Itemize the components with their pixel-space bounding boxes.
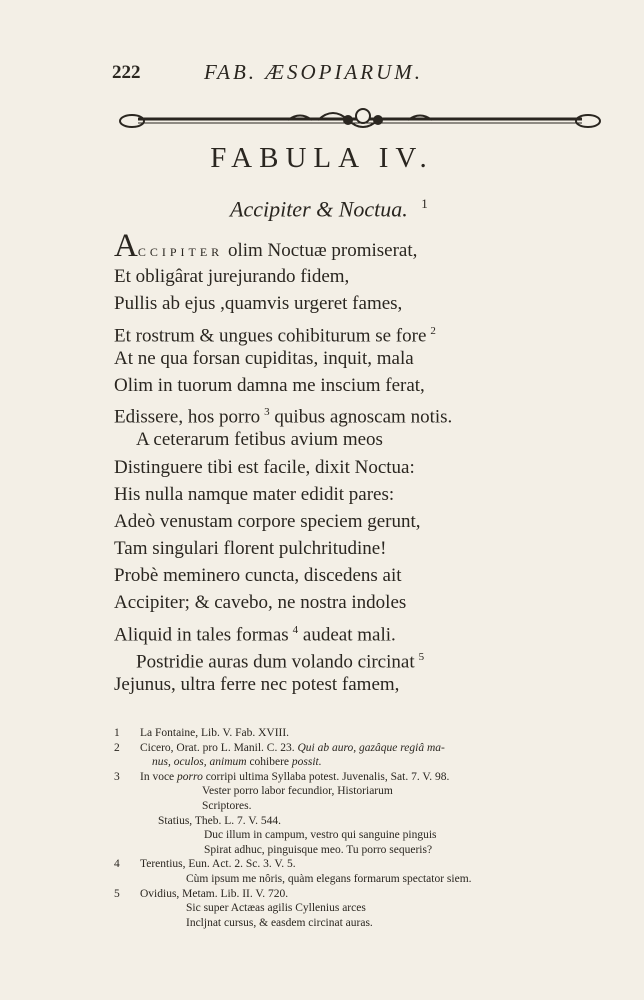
fable-title: FABULA IV. <box>210 142 434 174</box>
drop-cap: A <box>114 228 138 264</box>
footnote-row <box>114 857 614 872</box>
footnote-text: La Fontaine, Lib. V. Fab. XVIII. <box>140 727 290 739</box>
verse-line: Pullis ab ejus ,quamvis urgeret fames, <box>114 293 403 315</box>
footnote-text: Vester porro labor fecundior, Historiarum <box>202 785 393 798</box>
footnote-citation: corripi ultima Syllaba potest. Juvenalis, Sat. 7. V. 98. <box>202 770 450 783</box>
footnote-ref: 3 <box>264 406 270 419</box>
verse-text: quibus agnoscam notis. <box>269 406 453 428</box>
footnote-row <box>114 770 614 785</box>
verse-line: Adeò venustam corpore speciem gerunt, <box>114 510 421 532</box>
verse-line: Tam singulari florent pulchritudine! <box>114 538 387 560</box>
footnote-row <box>114 872 614 887</box>
footnote-ref: 2 <box>430 324 436 337</box>
footnote-row <box>114 901 614 916</box>
footnote-row <box>114 843 614 858</box>
subtitle-text: Accipiter & Noctua. <box>230 196 408 222</box>
footnote-row <box>114 741 614 756</box>
verse-line: Distinguere tibi est facile, dixit Noctua: <box>114 456 415 478</box>
verse-text: olim Noctuæ promiserat, <box>223 240 418 261</box>
small-caps-word: CCIPITER <box>137 245 224 259</box>
footnote-quote: possit. <box>291 756 322 769</box>
footnote-quote: porro <box>177 770 203 783</box>
footnote-text: Duc illum in campum, vestro qui sanguine pinguis <box>204 829 437 842</box>
verse-line: A ceterarum fetibus avium meos <box>136 429 383 451</box>
footnote-row <box>114 726 614 741</box>
footnote-text: Incljnat cursus, & easdem circinat auras. <box>186 916 373 929</box>
verse-line: Probè meminero cuncta, discedens ait <box>114 565 402 587</box>
subtitle-footnote-ref: 1 <box>421 196 428 211</box>
footnote-row <box>114 887 614 902</box>
footnote-number: 2 <box>114 741 120 754</box>
footnote-text: Spirat adhuc, pinguisque meo. Tu porro sequeris? <box>204 843 433 856</box>
footnote-row <box>114 755 614 770</box>
footnote-quote: nus, oculos, animum <box>152 756 247 769</box>
running-head-title: FAB. ÆSOPIARUM. <box>204 60 423 84</box>
footnote-number: 1 <box>114 727 120 739</box>
fable-verse <box>114 228 544 698</box>
footnote-number: 3 <box>114 770 120 783</box>
footnote-text: Sic super Actæas agilis Cyllenius arces <box>186 902 366 915</box>
footnote-text <box>140 770 449 785</box>
footnote-row <box>114 784 614 799</box>
running-head <box>112 60 532 90</box>
verse-text: Edissere, hos porro <box>114 406 261 428</box>
fable-subtitle <box>230 196 530 222</box>
verse-text: Aliquid in tales formas <box>114 623 289 645</box>
footnote-text: Terentius, Eun. Act. 2. Sc. 3. V. 5. <box>140 858 296 871</box>
verse-line <box>114 644 544 671</box>
verse-line: His nulla namque mater edidit pares: <box>114 483 395 505</box>
footnote-ref: 5 <box>418 650 425 663</box>
footnote-citation: In voce <box>140 770 178 783</box>
page-number: 222 <box>112 62 141 83</box>
verse-line: Et obligârat jurejurando fidem, <box>114 266 350 288</box>
footnote-number: 5 <box>114 887 120 900</box>
decorative-rule-ornament <box>118 102 602 136</box>
verse-line: Jejunus, ultra ferre nec potest famem, <box>114 674 400 695</box>
footnote-ref: 4 <box>292 623 299 636</box>
footnote-row <box>114 828 614 843</box>
footnote-citation: cohibere <box>246 756 292 769</box>
footnote-text: Scriptores. <box>202 799 252 812</box>
footnote-text: Ovidius, Metam. Lib. II. V. 720. <box>140 887 289 900</box>
verse-line <box>114 318 544 345</box>
verse-line: Olim in tuorum damna me inscium ferat, <box>114 374 425 396</box>
footnote-citation: Cicero, Orat. pro L. Manil. C. 23. <box>140 741 298 754</box>
footnote-row <box>114 799 614 814</box>
footnote-text <box>152 755 322 770</box>
verse-line <box>114 228 544 264</box>
footnote-row <box>114 814 614 829</box>
verse-line: Accipiter; & cavebo, ne nostra indoles <box>114 592 407 614</box>
footnote-number: 4 <box>114 858 120 871</box>
footnotes <box>114 726 614 930</box>
verse-line <box>114 399 544 426</box>
verse-text: audeat mali. <box>298 623 396 645</box>
verse-text: Postridie auras dum volando circinat <box>136 651 415 673</box>
footnote-row <box>114 916 614 931</box>
verse-text: Et rostrum & ungues cohibiturum se fore <box>114 324 427 346</box>
footnote-text: Statius, Theb. L. 7. V. 544. <box>158 814 281 827</box>
footnote-text: Cùm ipsum me nôris, quàm elegans formarum spectator siem. <box>186 872 472 885</box>
footnote-text <box>140 741 445 756</box>
verse-line: At ne qua forsan cupiditas, inquit, mala <box>114 347 414 369</box>
footnote-quote: Qui ab auro, gazâque regiâ ma- <box>297 741 445 754</box>
verse-line <box>114 617 544 644</box>
